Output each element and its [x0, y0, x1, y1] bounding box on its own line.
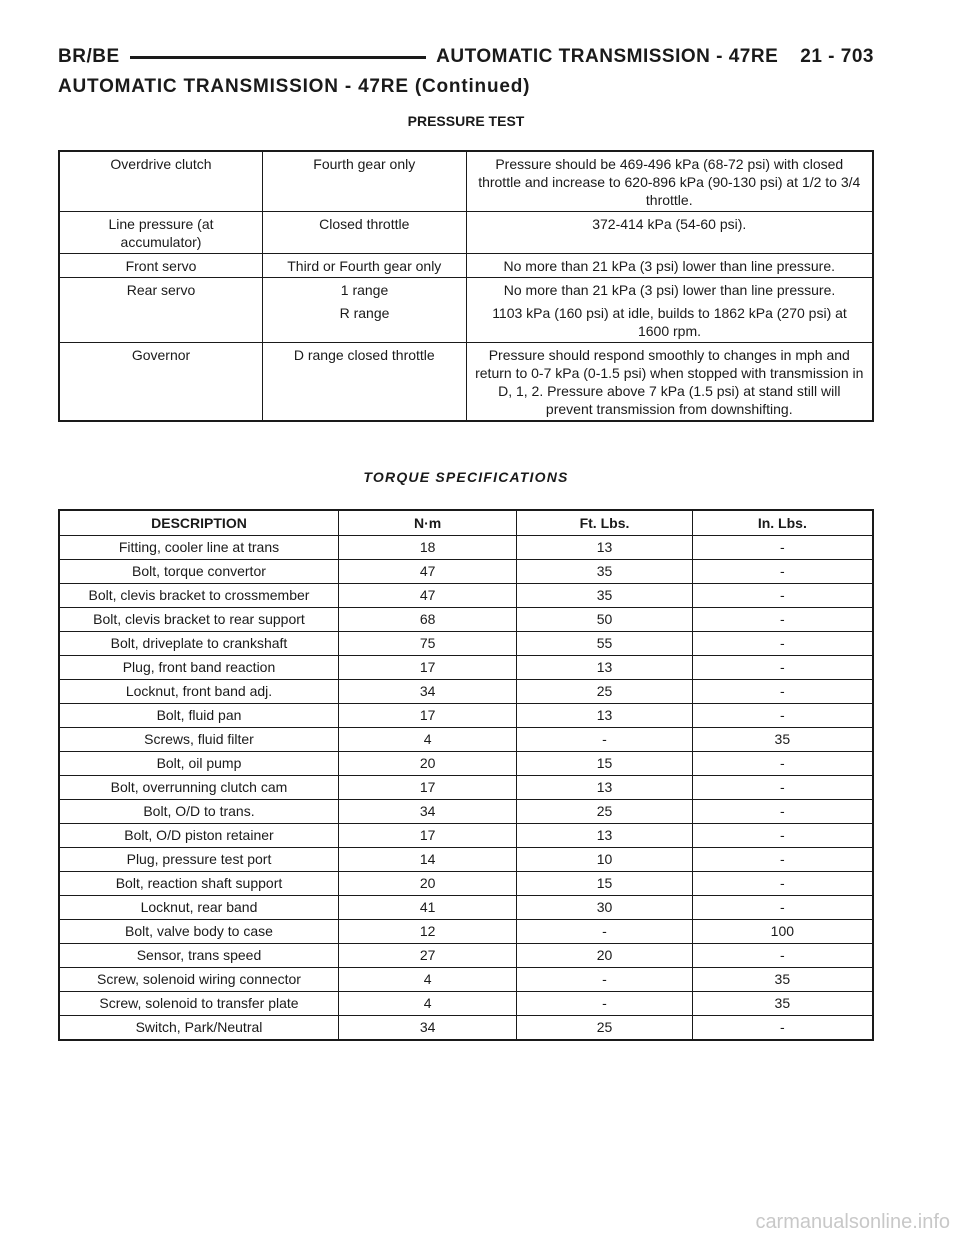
- description-cell: Plug, front band reaction: [59, 656, 338, 680]
- nm-cell: 17: [338, 824, 516, 848]
- table-header-row: [59, 510, 873, 536]
- in-lbs-cell: -: [692, 872, 873, 896]
- nm-cell: 34: [338, 1016, 516, 1041]
- pressure-test-table: [58, 150, 874, 422]
- ft-lbs-cell: 50: [517, 608, 692, 632]
- table-row: [59, 151, 873, 212]
- nm-cell: 4: [338, 728, 516, 752]
- column-header-ft-lbs: Ft. Lbs.: [517, 510, 692, 536]
- ft-lbs-cell: 13: [517, 824, 692, 848]
- table-row: [59, 608, 873, 632]
- range-cell: Fourth gear only: [263, 151, 467, 212]
- description-cell: Bolt, O/D to trans.: [59, 800, 338, 824]
- ft-lbs-cell: 10: [517, 848, 692, 872]
- in-lbs-cell: -: [692, 632, 873, 656]
- nm-cell: 4: [338, 992, 516, 1016]
- in-lbs-cell: -: [692, 560, 873, 584]
- spec-cell: No more than 21 kPa (3 psi) lower than line pressure.: [503, 282, 836, 298]
- nm-cell: 75: [338, 632, 516, 656]
- description-cell: Plug, pressure test port: [59, 848, 338, 872]
- spec-cell: No more than 21 kPa (3 psi) lower than line pressure.: [466, 254, 873, 278]
- table-row: [59, 680, 873, 704]
- ft-lbs-cell: -: [517, 728, 692, 752]
- table-row: [59, 632, 873, 656]
- nm-cell: 17: [338, 776, 516, 800]
- nm-cell: 14: [338, 848, 516, 872]
- spec-cell: 372-414 kPa (54-60 psi).: [466, 212, 873, 254]
- description-cell: Sensor, trans speed: [59, 944, 338, 968]
- description-cell: Bolt, clevis bracket to crossmember: [59, 584, 338, 608]
- section-continued-title: AUTOMATIC TRANSMISSION - 47RE (Continued): [58, 76, 531, 97]
- torque-specs-table: [58, 509, 874, 1041]
- table-row: [59, 944, 873, 968]
- description-cell: Bolt, oil pump: [59, 752, 338, 776]
- ft-lbs-cell: 20: [517, 944, 692, 968]
- table-row: [59, 584, 873, 608]
- nm-cell: 27: [338, 944, 516, 968]
- nm-cell: 18: [338, 536, 516, 560]
- in-lbs-cell: -: [692, 1016, 873, 1041]
- gauge-cell: Front servo: [59, 254, 263, 278]
- torque-table-body: [59, 536, 873, 1041]
- ft-lbs-cell: 13: [517, 536, 692, 560]
- nm-cell: 34: [338, 680, 516, 704]
- nm-cell: 68: [338, 608, 516, 632]
- table-row: [59, 343, 873, 422]
- table-row: [59, 872, 873, 896]
- in-lbs-cell: -: [692, 752, 873, 776]
- header-section: AUTOMATIC TRANSMISSION - 47RE: [436, 46, 779, 67]
- ft-lbs-cell: 25: [517, 1016, 692, 1041]
- gauge-cell: Overdrive clutch: [59, 151, 263, 212]
- nm-cell: 20: [338, 872, 516, 896]
- description-cell: Bolt, fluid pan: [59, 704, 338, 728]
- nm-cell: 41: [338, 896, 516, 920]
- in-lbs-cell: 35: [692, 968, 873, 992]
- ft-lbs-cell: 35: [517, 584, 692, 608]
- page-header: [58, 44, 874, 70]
- table-row: [59, 656, 873, 680]
- in-lbs-cell: -: [692, 656, 873, 680]
- table-row: [59, 560, 873, 584]
- nm-cell: 47: [338, 560, 516, 584]
- in-lbs-cell: -: [692, 848, 873, 872]
- in-lbs-cell: -: [692, 776, 873, 800]
- range-cell: Third or Fourth gear only: [263, 254, 467, 278]
- table-row: [59, 536, 873, 560]
- table-row: [59, 920, 873, 944]
- in-lbs-cell: -: [692, 608, 873, 632]
- nm-cell: 20: [338, 752, 516, 776]
- ft-lbs-cell: 13: [517, 656, 692, 680]
- nm-cell: 17: [338, 704, 516, 728]
- in-lbs-cell: -: [692, 680, 873, 704]
- table-row: [59, 848, 873, 872]
- table-row: [59, 800, 873, 824]
- range-cell: 1 range: [263, 278, 467, 301]
- description-cell: Bolt, valve body to case: [59, 920, 338, 944]
- table-row: [59, 896, 873, 920]
- table-row: [59, 278, 873, 343]
- table-row: [59, 968, 873, 992]
- range-pair: [263, 278, 872, 301]
- description-cell: Screw, solenoid wiring connector: [59, 968, 338, 992]
- description-cell: Bolt, O/D piston retainer: [59, 824, 338, 848]
- description-cell: Fitting, cooler line at trans: [59, 536, 338, 560]
- nm-cell: 17: [338, 656, 516, 680]
- table-row: [59, 1016, 873, 1041]
- description-cell: Bolt, overrunning clutch cam: [59, 776, 338, 800]
- in-lbs-cell: 35: [692, 728, 873, 752]
- table-row: [59, 212, 873, 254]
- in-lbs-cell: -: [692, 824, 873, 848]
- range-cell: D range closed throttle: [263, 343, 467, 422]
- spec-cell: Pressure should be 469-496 kPa (68-72 psi) with closed throttle and increase to 620-896 kPa (90-130 psi) at 1/2 to 3/4 throttle.: [466, 151, 873, 212]
- ft-lbs-cell: -: [517, 992, 692, 1016]
- ft-lbs-cell: -: [517, 968, 692, 992]
- gauge-cell: Line pressure (at accumulator): [59, 212, 263, 254]
- ft-lbs-cell: 15: [517, 872, 692, 896]
- table-row: [59, 704, 873, 728]
- range-cell: Closed throttle: [263, 212, 467, 254]
- description-cell: Bolt, driveplate to crankshaft: [59, 632, 338, 656]
- in-lbs-cell: 35: [692, 992, 873, 1016]
- range-cell: R range: [263, 301, 467, 342]
- in-lbs-cell: -: [692, 704, 873, 728]
- description-cell: Bolt, reaction shaft support: [59, 872, 338, 896]
- ft-lbs-cell: 13: [517, 776, 692, 800]
- description-cell: Locknut, rear band: [59, 896, 338, 920]
- header-rule: [130, 56, 427, 59]
- in-lbs-cell: -: [692, 896, 873, 920]
- table-row: [59, 776, 873, 800]
- description-cell: Bolt, torque convertor: [59, 560, 338, 584]
- table-row: [59, 752, 873, 776]
- table-row: [59, 992, 873, 1016]
- column-header-in-lbs: In. Lbs.: [692, 510, 873, 536]
- rear-servo-pairs: [263, 278, 873, 343]
- pressure-test-title: PRESSURE TEST: [407, 113, 525, 129]
- column-header-nm: N·m: [338, 510, 516, 536]
- description-cell: Bolt, clevis bracket to rear support: [59, 608, 338, 632]
- in-lbs-cell: -: [692, 536, 873, 560]
- ft-lbs-cell: 35: [517, 560, 692, 584]
- description-cell: Locknut, front band adj.: [59, 680, 338, 704]
- torque-specs-title: TORQUE SPECIFICATIONS: [363, 469, 569, 485]
- description-cell: Screws, fluid filter: [59, 728, 338, 752]
- column-header-description: DESCRIPTION: [59, 510, 338, 536]
- table-row: [59, 824, 873, 848]
- ft-lbs-cell: -: [517, 920, 692, 944]
- in-lbs-cell: -: [692, 800, 873, 824]
- table-row: [59, 728, 873, 752]
- gauge-cell: Rear servo: [59, 278, 263, 343]
- range-pair: [263, 301, 872, 342]
- nm-cell: 47: [338, 584, 516, 608]
- ft-lbs-cell: 13: [517, 704, 692, 728]
- spec-cell: Pressure should respond smoothly to changes in mph and return to 0-7 kPa (0-1.5 psi) when stopped with transmission in D, 1, 2. Pressure above 7 kPa (1.5 psi) at stand still will prevent transmission from downshifting.: [466, 343, 873, 422]
- watermark: carmanualsonline.info: [755, 1211, 950, 1233]
- ft-lbs-cell: 30: [517, 896, 692, 920]
- ft-lbs-cell: 25: [517, 680, 692, 704]
- ft-lbs-cell: 25: [517, 800, 692, 824]
- header-page-number: 21 - 703: [800, 46, 874, 67]
- ft-lbs-cell: 15: [517, 752, 692, 776]
- in-lbs-cell: -: [692, 584, 873, 608]
- table-row: [59, 254, 873, 278]
- gauge-cell: Governor: [59, 343, 263, 422]
- description-cell: Switch, Park/Neutral: [59, 1016, 338, 1041]
- ft-lbs-cell: 55: [517, 632, 692, 656]
- nm-cell: 4: [338, 968, 516, 992]
- in-lbs-cell: -: [692, 944, 873, 968]
- nm-cell: 34: [338, 800, 516, 824]
- nm-cell: 12: [338, 920, 516, 944]
- spec-cell: 1103 kPa (160 psi) at idle, builds to 1862 kPa (270 psi) at 1600 rpm.: [492, 305, 847, 339]
- description-cell: Screw, solenoid to transfer plate: [59, 992, 338, 1016]
- header-model: BR/BE: [58, 46, 120, 67]
- in-lbs-cell: 100: [692, 920, 873, 944]
